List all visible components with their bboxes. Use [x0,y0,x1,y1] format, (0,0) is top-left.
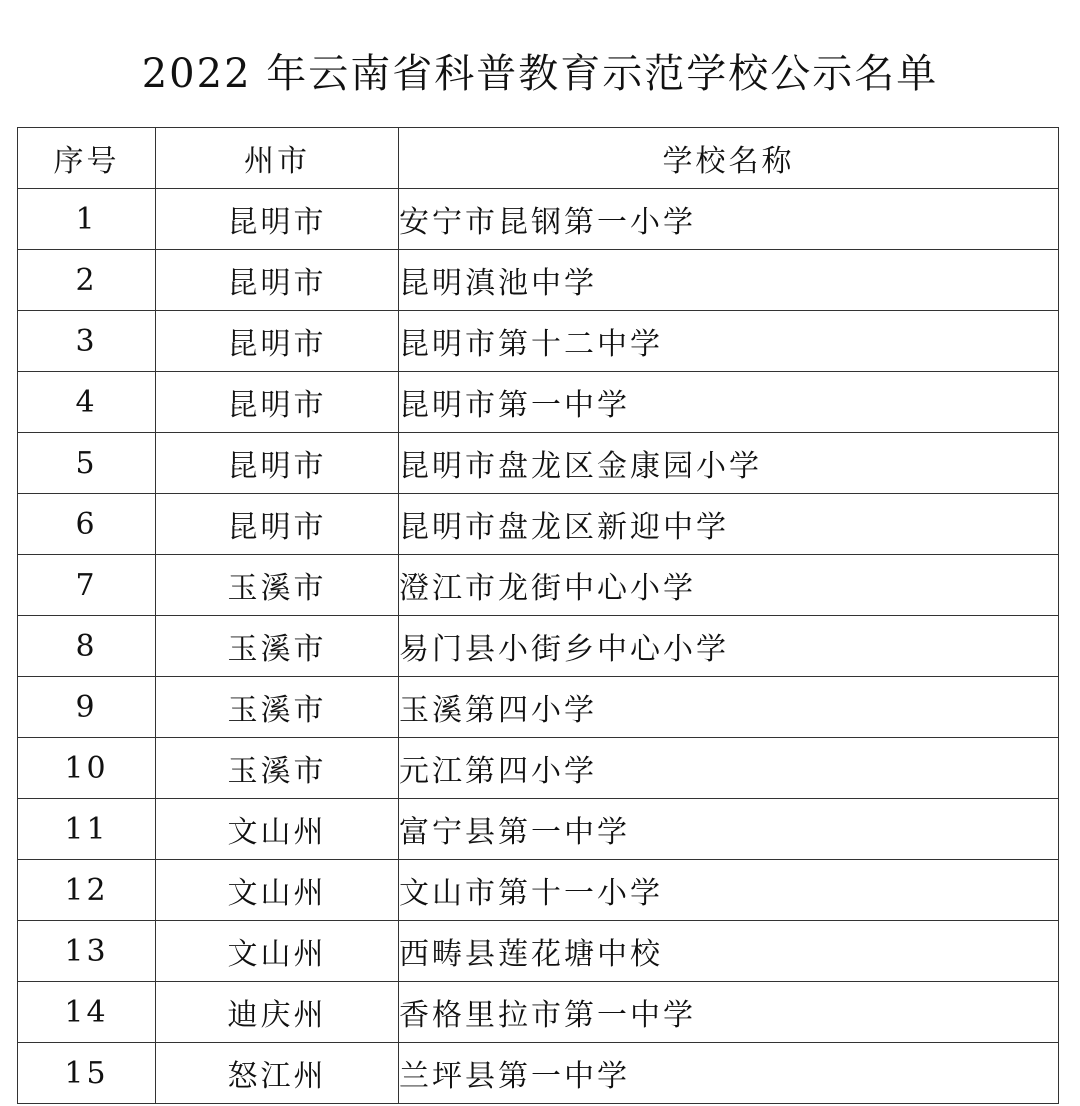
row-index: 7 [18,555,156,616]
row-school-name: 澄江市龙街中心小学 [399,555,1059,616]
row-index: 2 [18,250,156,311]
row-index: 14 [18,982,156,1043]
row-city: 昆明市 [156,372,399,433]
row-school-name: 富宁县第一中学 [399,799,1059,860]
table-row [18,982,1059,1043]
row-city: 昆明市 [156,250,399,311]
table-row [18,1043,1059,1104]
table-row [18,189,1059,250]
row-index: 13 [18,921,156,982]
row-school-name: 文山市第十一小学 [399,860,1059,921]
document-title: 2022 年云南省科普教育示范学校公示名单 [141,51,939,97]
row-city: 昆明市 [156,494,399,555]
row-city: 文山州 [156,921,399,982]
row-index: 4 [18,372,156,433]
table-row [18,372,1059,433]
row-city: 玉溪市 [156,738,399,799]
row-city: 文山州 [156,799,399,860]
row-index: 10 [18,738,156,799]
row-school-name: 昆明滇池中学 [399,250,1059,311]
header-city: 州市 [156,128,399,189]
row-school-name: 元江第四小学 [399,738,1059,799]
row-school-name: 兰坪县第一中学 [399,1043,1059,1104]
row-index: 9 [18,677,156,738]
table-body [18,189,1059,1104]
table-row [18,677,1059,738]
row-city: 昆明市 [156,311,399,372]
row-city: 怒江州 [156,1043,399,1104]
row-index: 1 [18,189,156,250]
row-school-name: 昆明市第十二中学 [399,311,1059,372]
row-school-name: 香格里拉市第一中学 [399,982,1059,1043]
row-city: 迪庆州 [156,982,399,1043]
table-row [18,250,1059,311]
row-city: 昆明市 [156,189,399,250]
row-index: 3 [18,311,156,372]
row-index: 12 [18,860,156,921]
row-school-name: 西畴县莲花塘中校 [399,921,1059,982]
row-school-name: 易门县小街乡中心小学 [399,616,1059,677]
row-school-name: 昆明市盘龙区新迎中学 [399,494,1059,555]
row-index: 6 [18,494,156,555]
table-row [18,860,1059,921]
table-row [18,494,1059,555]
header-school: 学校名称 [399,128,1059,189]
table-row [18,921,1059,982]
row-city: 玉溪市 [156,555,399,616]
table-row [18,616,1059,677]
row-index: 8 [18,616,156,677]
row-school-name: 昆明市盘龙区金康园小学 [399,433,1059,494]
row-index: 5 [18,433,156,494]
header-index: 序号 [18,128,156,189]
table-row [18,738,1059,799]
row-city: 文山州 [156,860,399,921]
row-city: 昆明市 [156,433,399,494]
table-row [18,799,1059,860]
row-index: 15 [18,1043,156,1104]
row-school-name: 安宁市昆钢第一小学 [399,189,1059,250]
row-city: 玉溪市 [156,677,399,738]
row-school-name: 昆明市第一中学 [399,372,1059,433]
school-list-table [17,127,1059,1104]
row-index: 11 [18,799,156,860]
table-row [18,433,1059,494]
table-row [18,555,1059,616]
row-school-name: 玉溪第四小学 [399,677,1059,738]
table-row [18,311,1059,372]
table-header-row [18,128,1059,189]
row-city: 玉溪市 [156,616,399,677]
